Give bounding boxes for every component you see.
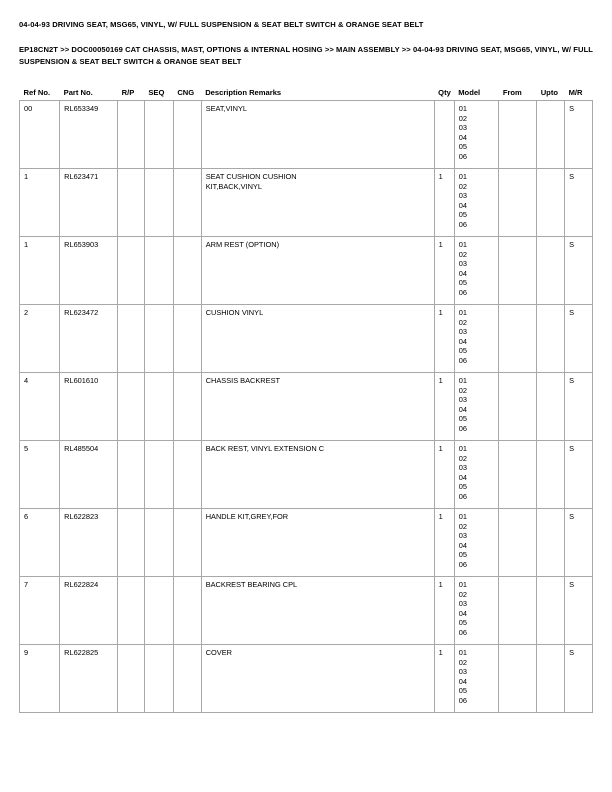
cell-upto (537, 169, 565, 237)
cell-desc (201, 237, 434, 305)
model-code: 01 (458, 308, 467, 317)
cell-seq (144, 577, 173, 645)
model-code: 03 (458, 123, 467, 133)
cell-part (60, 577, 118, 645)
cell-rp (118, 441, 145, 509)
parts-table-body (20, 101, 593, 713)
cell-upto (537, 305, 565, 373)
part-value: RL653903 (64, 240, 99, 249)
cell-seq (144, 373, 173, 441)
model-code: 03 (458, 327, 467, 337)
description-line: CUSHION VINYL (205, 308, 264, 317)
model-code: 02 (458, 453, 467, 463)
cell-desc (201, 373, 434, 441)
model-code: 02 (458, 181, 467, 191)
cell-upto (537, 101, 565, 169)
cell-seq (144, 305, 173, 373)
cell-rp (118, 169, 145, 237)
ref-value: 1 (24, 240, 29, 249)
cell-upto (537, 577, 565, 645)
cell-part (60, 169, 118, 237)
table-row[interactable] (20, 373, 593, 441)
part-value: RL653349 (64, 104, 99, 113)
model-code: 05 (458, 142, 467, 152)
cell-desc (201, 169, 434, 237)
cell-cng (173, 577, 201, 645)
column-header-from: From (502, 88, 522, 97)
model-list (459, 308, 499, 366)
model-list (459, 240, 499, 298)
qty-value: 1 (438, 308, 443, 317)
model-list (459, 580, 499, 638)
model-code: 06 (458, 287, 467, 297)
cell-desc (201, 645, 434, 713)
model-code: 04 (458, 472, 467, 482)
cell-rp (118, 305, 145, 373)
description-line: SEAT CUSHION CUSHION (205, 172, 297, 181)
model-code: 02 (458, 657, 467, 667)
mr-value: S (569, 580, 574, 589)
cell-upto (537, 509, 565, 577)
qty-value: 1 (438, 172, 443, 181)
cell-ref (20, 577, 60, 645)
model-code: 02 (458, 385, 467, 395)
cell-qty (434, 237, 454, 305)
cell-part (60, 237, 118, 305)
model-list (459, 512, 499, 570)
model-code: 01 (458, 512, 467, 521)
cell-model (454, 645, 499, 713)
cell-part (60, 305, 118, 373)
cell-cng (173, 169, 201, 237)
cell-part (60, 441, 118, 509)
model-code: 05 (458, 346, 467, 356)
column-header-ref-no: Ref No. (23, 88, 51, 97)
cell-part (60, 509, 118, 577)
part-value: RL485504 (64, 444, 99, 453)
cell-ref (20, 509, 60, 577)
cell-upto (537, 373, 565, 441)
description-text (206, 512, 434, 522)
qty-value: 1 (438, 512, 443, 521)
cell-mr (565, 237, 593, 305)
cell-model (454, 169, 499, 237)
ref-value: 4 (24, 376, 29, 385)
cell-ref (20, 645, 60, 713)
column-header-mr: M/R (568, 88, 583, 97)
description-line: SEAT,VINYL (205, 104, 248, 113)
model-code: 01 (458, 240, 467, 249)
cell-qty (434, 101, 454, 169)
model-code: 02 (458, 113, 467, 123)
column-header-model: Model (458, 88, 481, 97)
ref-value: 00 (24, 104, 33, 113)
description-text (206, 376, 434, 386)
cell-mr (565, 101, 593, 169)
model-code: 01 (458, 444, 467, 453)
parts-table-container (19, 85, 593, 713)
part-value: RL623471 (64, 172, 99, 181)
model-list (459, 444, 499, 502)
cell-cng (173, 373, 201, 441)
cell-seq (144, 169, 173, 237)
model-code: 03 (458, 191, 467, 201)
description-text (206, 648, 434, 658)
column-header-rp: R/P (121, 88, 135, 97)
description-line: ARM REST (OPTION) (205, 240, 280, 249)
cell-desc (201, 101, 434, 169)
model-code: 06 (458, 219, 467, 229)
cell-qty (434, 577, 454, 645)
qty-value: 1 (438, 648, 443, 657)
cell-upto (537, 237, 565, 305)
cell-qty (434, 169, 454, 237)
cell-rp (118, 237, 145, 305)
breadcrumb: EP18CN2T >> DOC00050169 CAT CHASSIS, MAST, OPTIONS & INTERNAL HOSING >> MAIN ASSEMBLY >> 04-04-93 DRIVING SEAT, MSG65, VINYL, W/ FULL SUSPENSION & SEAT BELT SWITCH & ORANGE SEAT BELT (19, 45, 593, 66)
cell-model (454, 509, 499, 577)
column-header-seq: SEQ (148, 88, 165, 97)
header-row (20, 85, 593, 101)
description-line: BACK REST, VINYL EXTENSION C (205, 444, 325, 453)
cell-ref (20, 169, 60, 237)
table-row[interactable] (20, 645, 593, 713)
model-code: 03 (458, 463, 467, 473)
model-list (459, 172, 499, 230)
model-code: 02 (458, 521, 467, 531)
cell-seq (144, 237, 173, 305)
table-row[interactable] (20, 237, 593, 305)
table-row[interactable] (20, 169, 593, 237)
cell-cng (173, 645, 201, 713)
model-code: 05 (458, 482, 467, 492)
model-code: 03 (458, 395, 467, 405)
cell-model (454, 305, 499, 373)
mr-value: S (569, 240, 574, 249)
cell-from (499, 101, 537, 169)
model-code: 04 (458, 404, 467, 414)
cell-mr (565, 373, 593, 441)
ref-value: 2 (24, 308, 29, 317)
model-code: 05 (458, 618, 467, 628)
cell-seq (144, 441, 173, 509)
cell-part (60, 101, 118, 169)
cell-qty (434, 645, 454, 713)
model-code: 04 (458, 200, 467, 210)
mr-value: S (569, 308, 574, 317)
cell-rp (118, 645, 145, 713)
model-code: 02 (458, 317, 467, 327)
cell-mr (565, 305, 593, 373)
cell-from (499, 237, 537, 305)
description-text (206, 308, 434, 318)
cell-cng (173, 237, 201, 305)
model-list (459, 648, 499, 706)
ref-value: 1 (24, 172, 29, 181)
ref-value: 6 (24, 512, 29, 521)
table-row[interactable] (20, 441, 593, 509)
model-code: 02 (458, 249, 467, 259)
page-title: 04-04-93 DRIVING SEAT, MSG65, VINYL, W/ FULL SUSPENSION & SEAT BELT SWITCH & ORANGE SEAT BELT (19, 20, 424, 29)
description-text (206, 240, 434, 250)
model-code: 06 (458, 355, 467, 365)
cell-from (499, 645, 537, 713)
model-list (459, 376, 499, 434)
model-code: 05 (458, 686, 467, 696)
cell-upto (537, 441, 565, 509)
table-row[interactable] (20, 305, 593, 373)
mr-value: S (569, 444, 574, 453)
model-code: 05 (458, 210, 467, 220)
mr-value: S (569, 512, 574, 521)
cell-ref (20, 237, 60, 305)
part-value: RL622823 (64, 512, 99, 521)
mr-value: S (569, 376, 574, 385)
cell-qty (434, 305, 454, 373)
cell-part (60, 373, 118, 441)
ref-value: 7 (24, 580, 29, 589)
cell-mr (565, 577, 593, 645)
cell-qty (434, 509, 454, 577)
qty-value: 1 (438, 240, 443, 249)
model-code: 01 (458, 376, 467, 385)
mr-value: S (569, 648, 574, 657)
model-code: 03 (458, 599, 467, 609)
description-line: CHASSIS BACKREST (205, 376, 281, 385)
qty-value: 1 (438, 376, 443, 385)
cell-from (499, 305, 537, 373)
cell-model (454, 101, 499, 169)
model-code: 06 (458, 151, 467, 161)
cell-from (499, 373, 537, 441)
cell-qty (434, 441, 454, 509)
part-value: RL601610 (64, 376, 99, 385)
cell-ref (20, 373, 60, 441)
model-code: 01 (458, 172, 467, 181)
cell-cng (173, 509, 201, 577)
column-header-part-no: Part No. (63, 88, 93, 97)
cell-rp (118, 101, 145, 169)
cell-mr (565, 509, 593, 577)
model-code: 01 (458, 580, 467, 589)
parts-table (19, 85, 593, 713)
cell-qty (434, 373, 454, 441)
model-code: 06 (458, 627, 467, 637)
cell-mr (565, 169, 593, 237)
model-code: 03 (458, 667, 467, 677)
model-code: 04 (458, 268, 467, 278)
model-code: 06 (458, 423, 467, 433)
model-code: 05 (458, 414, 467, 424)
parts-table-header (20, 85, 593, 101)
description-line: COVER (205, 648, 232, 657)
cell-upto (537, 645, 565, 713)
model-code: 04 (458, 132, 467, 142)
model-list (459, 104, 499, 162)
column-header-description: Description Remarks (205, 88, 282, 97)
column-header-cng: CNG (177, 88, 195, 97)
model-code: 05 (458, 278, 467, 288)
cell-rp (118, 509, 145, 577)
cell-mr (565, 441, 593, 509)
cell-seq (144, 509, 173, 577)
qty-value: 1 (438, 444, 443, 453)
cell-model (454, 373, 499, 441)
mr-value: S (569, 104, 574, 113)
model-code: 04 (458, 676, 467, 686)
cell-part (60, 645, 118, 713)
table-row[interactable] (20, 509, 593, 577)
cell-model (454, 441, 499, 509)
table-row[interactable] (20, 577, 593, 645)
description-text (206, 444, 434, 454)
cell-cng (173, 305, 201, 373)
qty-value: 1 (438, 580, 443, 589)
cell-desc (201, 509, 434, 577)
description-text (206, 104, 434, 114)
mr-value: S (569, 172, 574, 181)
description-text (206, 580, 434, 590)
cell-seq (144, 101, 173, 169)
cell-ref (20, 441, 60, 509)
cell-rp (118, 373, 145, 441)
model-code: 02 (458, 589, 467, 599)
model-code: 06 (458, 695, 467, 705)
description-line: KIT,BACK,VINYL (205, 181, 262, 191)
ref-value: 5 (24, 444, 29, 453)
part-value: RL622825 (64, 648, 99, 657)
model-code: 03 (458, 259, 467, 269)
cell-from (499, 169, 537, 237)
model-code: 04 (458, 540, 467, 550)
cell-rp (118, 577, 145, 645)
ref-value: 9 (24, 648, 29, 657)
description-line: BACKREST BEARING CPL (205, 580, 298, 589)
model-code: 04 (458, 608, 467, 618)
cell-model (454, 577, 499, 645)
column-header-qty: Qty (438, 88, 451, 97)
model-code: 04 (458, 336, 467, 346)
cell-model (454, 237, 499, 305)
description-text (206, 172, 434, 191)
part-value: RL622824 (64, 580, 99, 589)
cell-ref (20, 305, 60, 373)
model-code: 01 (458, 648, 467, 657)
model-code: 03 (458, 531, 467, 541)
column-header-upto: Upto (540, 88, 558, 97)
cell-mr (565, 645, 593, 713)
cell-ref (20, 101, 60, 169)
cell-from (499, 577, 537, 645)
cell-desc (201, 305, 434, 373)
part-value: RL623472 (64, 308, 99, 317)
model-code: 05 (458, 550, 467, 560)
cell-cng (173, 101, 201, 169)
model-code: 06 (458, 491, 467, 501)
cell-desc (201, 441, 434, 509)
model-code: 01 (458, 104, 467, 113)
description-line: HANDLE KIT,GREY,FOR (205, 512, 289, 521)
cell-from (499, 441, 537, 509)
cell-cng (173, 441, 201, 509)
model-code: 06 (458, 559, 467, 569)
table-row[interactable] (20, 101, 593, 169)
cell-desc (201, 577, 434, 645)
cell-from (499, 509, 537, 577)
cell-seq (144, 645, 173, 713)
